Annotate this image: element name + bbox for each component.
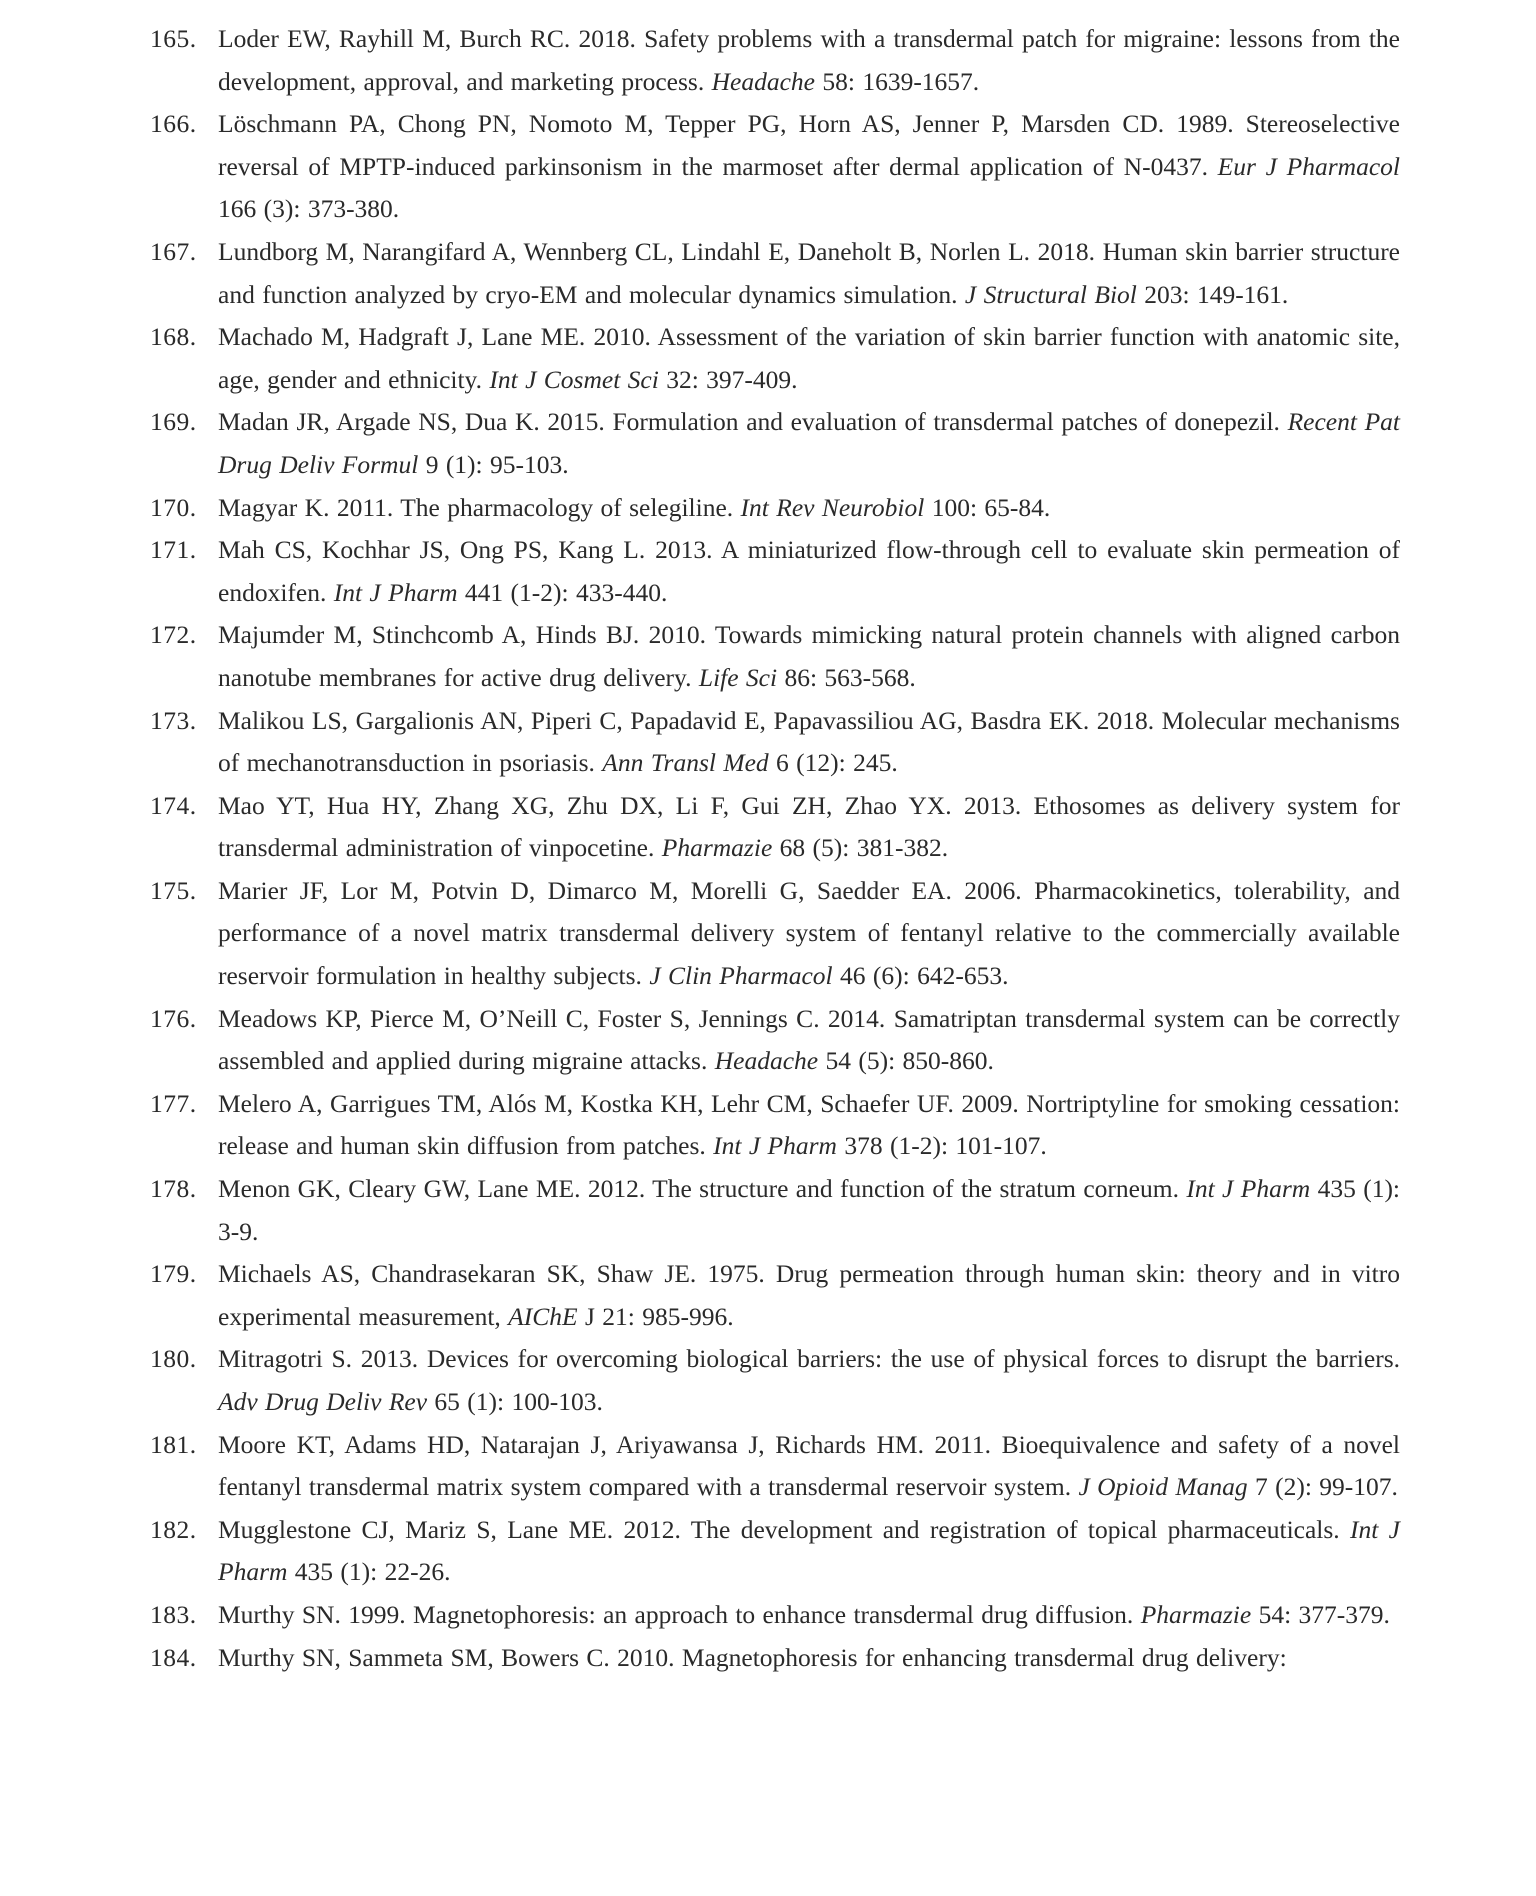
reference-number: 165. — [150, 24, 197, 53]
reference-title: Nortriptyline for smoking cessation: release and human skin diffusion from patches. — [218, 1088, 1400, 1161]
reference-text — [218, 407, 1400, 479]
reference-details: 32: 397-409. — [666, 364, 798, 394]
reference-authors: Michaels AS, Chandrasekaran SK, Shaw JE. 1975. — [218, 1259, 765, 1289]
reference-title: The development and registration of topical pharmaceuticals. — [690, 1514, 1340, 1544]
reference-authors: Majumder M, Stinchcomb A, Hinds BJ. 2010. — [218, 620, 706, 650]
reference-authors: Murthy SN. 1999. — [218, 1599, 406, 1629]
reference-title: A miniaturized flow-through cell to evaluate skin permeation of endoxifen. — [218, 535, 1401, 607]
reference-text — [218, 1430, 1400, 1502]
reference-text — [218, 706, 1400, 778]
reference-authors: Melero A, Garrigues TM, Alós M, Kostka KH, Lehr CM, Schaefer UF. 2009. — [218, 1088, 1019, 1118]
reference-journal: Ann Transl Med — [602, 748, 769, 778]
reference-title: Devices for overcoming biological barriers: the use of physical forces to disrupt the barriers. — [426, 1344, 1401, 1374]
reference-text — [218, 237, 1400, 309]
reference-number: 173. — [150, 705, 197, 735]
reference-journal: Adv Drug Deliv Rev — [218, 1387, 428, 1416]
reference-authors: Moore KT, Adams HD, Natarajan J, Ariyawansa J, Richards HM. 2011. — [218, 1429, 991, 1459]
reference-item — [0, 1168, 1536, 1253]
reference-text — [218, 1259, 1400, 1331]
reference-item — [0, 529, 1536, 614]
reference-item — [0, 700, 1536, 785]
reference-number: 167. — [150, 236, 197, 266]
reference-details: 54 (5): 850-860. — [825, 1046, 994, 1076]
reference-text — [218, 24, 1400, 96]
reference-item — [0, 487, 1536, 530]
reference-authors: Löschmann PA, Chong PN, Nomoto M, Tepper PG, Horn AS, Jenner P, Marsden CD. 1989. — [218, 109, 1234, 139]
reference-authors: Marier JF, Lor M, Potvin D, Dimarco M, Morelli G, Saedder EA. 2006. — [218, 875, 1022, 905]
reference-text — [218, 1174, 1400, 1246]
reference-item — [0, 231, 1536, 316]
reference-text — [218, 322, 1400, 394]
reference-text — [218, 620, 1400, 692]
reference-title: Ethosomes as delivery system for transdermal administration of vinpocetine. — [218, 790, 1400, 863]
reference-title: Magnetophoresis: an approach to enhance transdermal drug diffusion. — [412, 1599, 1134, 1629]
reference-number: 184. — [150, 1642, 197, 1672]
reference-authors: Mitragotri S. 2013. — [218, 1344, 419, 1374]
reference-details: 435 (1): 3-9. — [218, 1174, 1401, 1246]
reference-item — [0, 1594, 1536, 1637]
reference-item — [0, 316, 1536, 401]
reference-journal: Headache — [714, 1046, 819, 1076]
reference-title: Towards mimicking natural protein channels with aligned carbon nanotube membranes for active drug delivery. — [218, 620, 1400, 692]
reference-details: J 21: 985-996. — [584, 1301, 734, 1331]
reference-text — [218, 535, 1400, 607]
reference-authors: Mah CS, Kochhar JS, Ong PS, Kang L. 2013. — [218, 535, 713, 565]
reference-list — [0, 18, 1536, 1679]
reference-details: 46 (6): 642-653. — [840, 961, 1009, 991]
reference-journal: J Structural Biol — [964, 279, 1137, 309]
reference-journal: Int J Pharm — [713, 1131, 837, 1161]
reference-title: Stereoselective reversal of MPTP-induced parkinsonism in the marmoset after dermal application of N-0437. — [218, 109, 1400, 181]
reference-title: Samatriptan transdermal system can be correctly assembled and applied during migraine attacks. — [218, 1003, 1400, 1076]
reference-journal: Recent Pat Drug Deliv Formul — [218, 407, 1401, 479]
reference-number: 179. — [150, 1259, 197, 1289]
reference-item — [0, 998, 1536, 1083]
reference-text — [218, 791, 1400, 863]
reference-number: 169. — [150, 407, 197, 437]
reference-number: 182. — [150, 1514, 197, 1544]
reference-item — [0, 1338, 1536, 1423]
reference-journal: Int J Cosmet Sci — [489, 364, 659, 394]
reference-text — [218, 1643, 1287, 1672]
reference-details: 58: 1639-1657. — [822, 66, 980, 96]
reference-details: 100: 65-84. — [931, 492, 1051, 522]
reference-details: 441 (1-2): 433-440. — [464, 577, 668, 607]
reference-text — [218, 493, 1050, 522]
reference-number: 180. — [150, 1344, 197, 1374]
reference-title: The pharmacology of selegiline. — [400, 492, 734, 522]
reference-number: 170. — [150, 492, 197, 522]
reference-text — [218, 1515, 1400, 1587]
reference-authors: Mugglestone CJ, Mariz S, Lane ME. 2012. — [218, 1514, 681, 1544]
reference-title: Formulation and evaluation of transdermal patches of donepezil. — [612, 407, 1280, 437]
reference-authors: Madan JR, Argade NS, Dua K. 2015. — [218, 407, 605, 437]
reference-item — [0, 18, 1536, 103]
reference-details: 68 (5): 381-382. — [779, 833, 949, 863]
reference-number: 183. — [150, 1599, 197, 1629]
reference-text — [218, 109, 1400, 223]
reference-authors: Lundborg M, Narangifard A, Wennberg CL, Lindahl E, Daneholt B, Norlen L. 2018. — [218, 236, 1095, 266]
reference-journal: AIChE — [508, 1301, 578, 1331]
reference-details: 65 (1): 100-103. — [434, 1387, 603, 1416]
reference-number: 168. — [150, 322, 197, 352]
reference-details: 9 (1): 95-103. — [425, 449, 569, 479]
reference-item — [0, 870, 1536, 998]
reference-journal: Int Rev Neurobiol — [740, 492, 925, 522]
reference-journal: Pharmazie — [1140, 1599, 1252, 1629]
reference-page — [0, 18, 1536, 1679]
reference-journal: Eur J Pharmacol — [1217, 151, 1400, 181]
reference-details: 435 (1): 22-26. — [294, 1557, 451, 1587]
reference-authors: Magyar K. 2011. — [218, 492, 394, 522]
reference-number: 177. — [150, 1088, 197, 1118]
reference-number: 178. — [150, 1174, 197, 1204]
reference-number: 176. — [150, 1003, 197, 1033]
reference-authors: Menon GK, Cleary GW, Lane ME. 2012. — [218, 1174, 646, 1204]
reference-journal: J Clin Pharmacol — [649, 961, 833, 991]
reference-details: 7 (2): 99-107. — [1254, 1472, 1398, 1502]
reference-title: Drug permeation through human skin: theory and in vitro experimental measurement, — [218, 1259, 1401, 1331]
reference-details: 203: 149-161. — [1144, 279, 1289, 309]
reference-text — [218, 876, 1400, 990]
reference-journal: Int J Pharm — [1186, 1174, 1311, 1204]
reference-details: 378 (1-2): 101-107. — [844, 1131, 1047, 1161]
reference-item — [0, 785, 1536, 870]
reference-journal: Headache — [711, 66, 815, 96]
reference-number: 175. — [150, 875, 197, 905]
reference-item — [0, 401, 1536, 486]
reference-authors: Malikou LS, Gargalionis AN, Piperi C, Papadavid E, Papavassiliou AG, Basdra EK. 2018. — [218, 705, 1155, 735]
reference-title: Magnetophoresis for enhancing transdermal drug delivery: — [681, 1642, 1287, 1672]
reference-text — [218, 1344, 1400, 1416]
reference-details: 86: 563-568. — [784, 662, 916, 692]
reference-journal: Pharmazie — [661, 833, 773, 863]
reference-title: Pharmacokinetics, tolerability, and performance of a novel matrix transdermal delivery system of fentanyl relative to the commercially available reservoir formulation in healthy subjects. — [218, 875, 1401, 991]
reference-number: 174. — [150, 790, 197, 820]
reference-journal: J Opioid Manag — [1078, 1472, 1248, 1502]
reference-text — [218, 1004, 1400, 1076]
reference-authors: Meadows KP, Pierce M, O’Neill C, Foster S, Jennings C. 2014. — [218, 1003, 886, 1033]
reference-authors: Mao YT, Hua HY, Zhang XG, Zhu DX, Li F, Gui ZH, Zhao YX. 2013. — [218, 790, 1022, 820]
reference-journal: Life Sci — [698, 662, 778, 692]
reference-item — [0, 103, 1536, 231]
reference-title: Safety problems with a transdermal patch for migraine: lessons from the development, approval, and marketing process. — [218, 24, 1401, 96]
reference-text — [218, 1600, 1390, 1629]
reference-title: Assessment of the variation of skin barrier function with anatomic site, age, gender and ethnicity. — [218, 322, 1400, 394]
reference-title: The structure and function of the stratum corneum. — [652, 1174, 1179, 1204]
reference-item — [0, 1424, 1536, 1509]
reference-authors: Machado M, Hadgraft J, Lane ME. 2010. — [218, 322, 651, 352]
reference-number: 171. — [150, 535, 197, 565]
reference-authors: Loder EW, Rayhill M, Burch RC. 2018. — [218, 24, 636, 53]
reference-item — [0, 614, 1536, 699]
reference-authors: Murthy SN, Sammeta SM, Bowers C. 2010. — [218, 1642, 675, 1672]
reference-journal: Int J Pharm — [333, 577, 458, 607]
reference-item — [0, 1253, 1536, 1338]
reference-item — [0, 1509, 1536, 1594]
reference-journal: Int J Pharm — [218, 1514, 1400, 1587]
reference-number: 166. — [150, 109, 197, 139]
reference-item — [0, 1083, 1536, 1168]
reference-details: 166 (3): 373-380. — [218, 194, 400, 224]
reference-text — [218, 1089, 1400, 1161]
reference-title: Bioequivalence and safety of a novel fentanyl transdermal matrix system compared with a transdermal reservoir system. — [218, 1429, 1401, 1502]
reference-number: 181. — [150, 1429, 197, 1459]
reference-details: 6 (12): 245. — [776, 748, 898, 778]
reference-details: 54: 377-379. — [1258, 1599, 1390, 1629]
reference-title: Human skin barrier structure and function analyzed by cryo-EM and molecular dynamics simulation. — [218, 236, 1400, 309]
reference-number: 172. — [150, 620, 197, 650]
reference-item — [0, 1637, 1536, 1680]
reference-title: Molecular mechanisms of mechanotransduction in psoriasis. — [218, 705, 1400, 778]
